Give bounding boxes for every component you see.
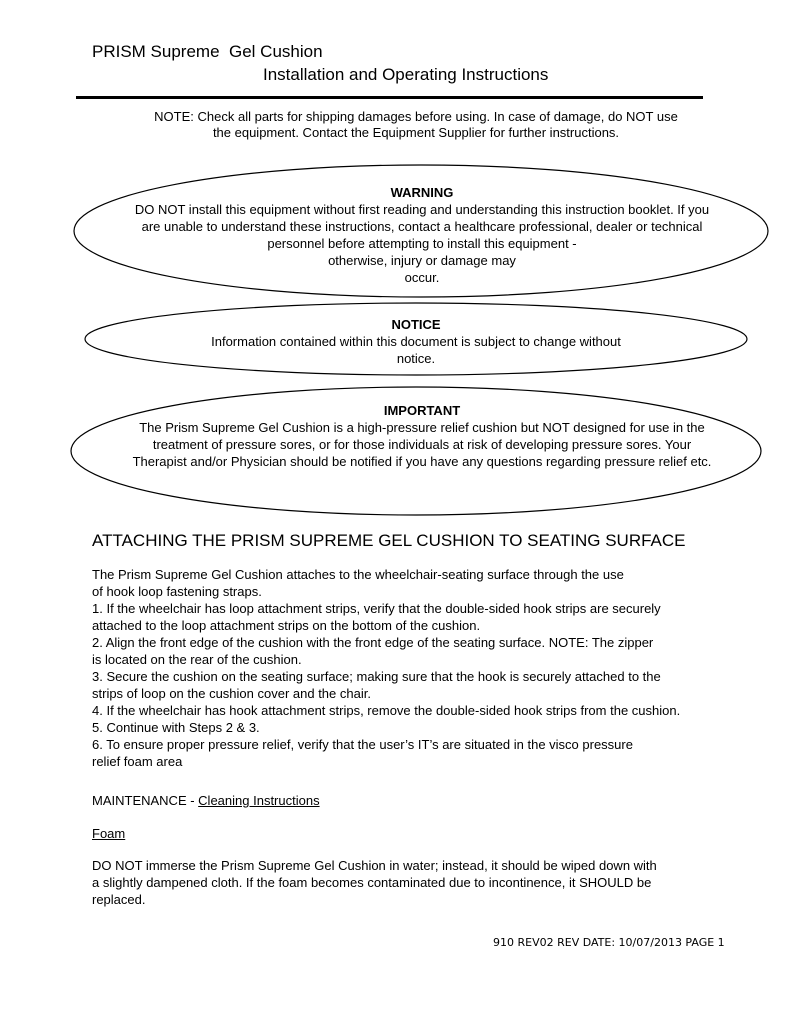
important-line: treatment of pressure sores, or for those individuals at risk of developing pressure sores. Your (152, 437, 692, 452)
important-box (82, 402, 762, 470)
document-title: PRISM Supreme Gel Cushion (92, 42, 323, 61)
notice-line: notice. (396, 351, 436, 366)
foam-instructions (92, 857, 657, 908)
foam-line: a slightly dampened cloth. If the foam becomes contaminated due to incontinence, it SHOULD be (92, 875, 652, 890)
warning-line: are unable to understand these instructions, contact a healthcare professional, dealer or technical (141, 219, 703, 234)
instruction-line: strips of loop on the cushion cover and the chair. (92, 686, 371, 701)
instruction-line: relief foam area (92, 754, 183, 769)
warning-line: otherwise, injury or damage may (328, 253, 516, 268)
instruction-line: 5. Continue with Steps 2 & 3. (92, 720, 260, 735)
instruction-line: of hook loop fastening straps. (92, 584, 262, 599)
notice-heading: NOTICE (391, 317, 441, 332)
foam-heading: Foam (92, 826, 126, 841)
notice-box (150, 316, 682, 367)
instruction-line: 3. Secure the cushion on the seating surface; making sure that the hook is securely attached to the (92, 669, 661, 684)
important-line: The Prism Supreme Gel Cushion is a high-pressure relief cushion but NOT designed for use in the (139, 420, 705, 435)
warning-line: DO NOT install this equipment without first reading and understanding this instruction booklet. If you (134, 202, 710, 217)
shipping-note-line: NOTE: Check all parts for shipping damages before using. In case of damage, do NOT use (154, 109, 678, 124)
instruction-line: is located on the rear of the cushion. (92, 652, 302, 667)
document-subtitle: Installation and Operating Instructions (263, 65, 549, 84)
section-heading: ATTACHING THE PRISM SUPREME GEL CUSHION TO SEATING SURFACE (92, 531, 686, 550)
instruction-line: The Prism Supreme Gel Cushion attaches to the wheelchair-seating surface through the use (92, 567, 624, 582)
shipping-note-line: the equipment. Contact the Equipment Supplier for further instructions. (212, 125, 620, 140)
maintenance-label: MAINTENANCE - (92, 793, 199, 808)
instruction-line: 2. Align the front edge of the cushion with the front edge of the seating surface. NOTE: The zipper (92, 635, 654, 650)
cleaning-instructions-label: Cleaning Instructions (198, 793, 320, 808)
warning-box (96, 184, 748, 286)
instruction-line: 1. If the wheelchair has loop attachment strips, verify that the double-sided hook strips are securely (92, 601, 661, 616)
maintenance-heading (92, 792, 320, 809)
important-line: Therapist and/or Physician should be notified if you have any questions regarding pressure relief etc. (132, 454, 712, 469)
notice-line: Information contained within this document is subject to change without (211, 334, 621, 349)
instruction-line: attached to the loop attachment strips on the bottom of the cushion. (92, 618, 481, 633)
warning-line: personnel before attempting to install this equipment - (267, 236, 577, 251)
page-footer: 910 REV02 REV DATE: 10/07/2013 PAGE 1 (493, 936, 725, 949)
warning-line: occur. (404, 270, 440, 285)
foam-line: DO NOT immerse the Prism Supreme Gel Cushion in water; instead, it should be wiped down with (92, 858, 657, 873)
instruction-line: 4. If the wheelchair has hook attachment strips, remove the double-sided hook strips from the cushion. (92, 703, 681, 718)
attachment-instructions (92, 566, 680, 770)
important-heading: IMPORTANT (383, 403, 461, 418)
instruction-line: 6. To ensure proper pressure relief, verify that the user’s IT’s are situated in the visco pressure (92, 737, 633, 752)
warning-heading: WARNING (390, 185, 454, 200)
foam-line: replaced. (92, 892, 146, 907)
